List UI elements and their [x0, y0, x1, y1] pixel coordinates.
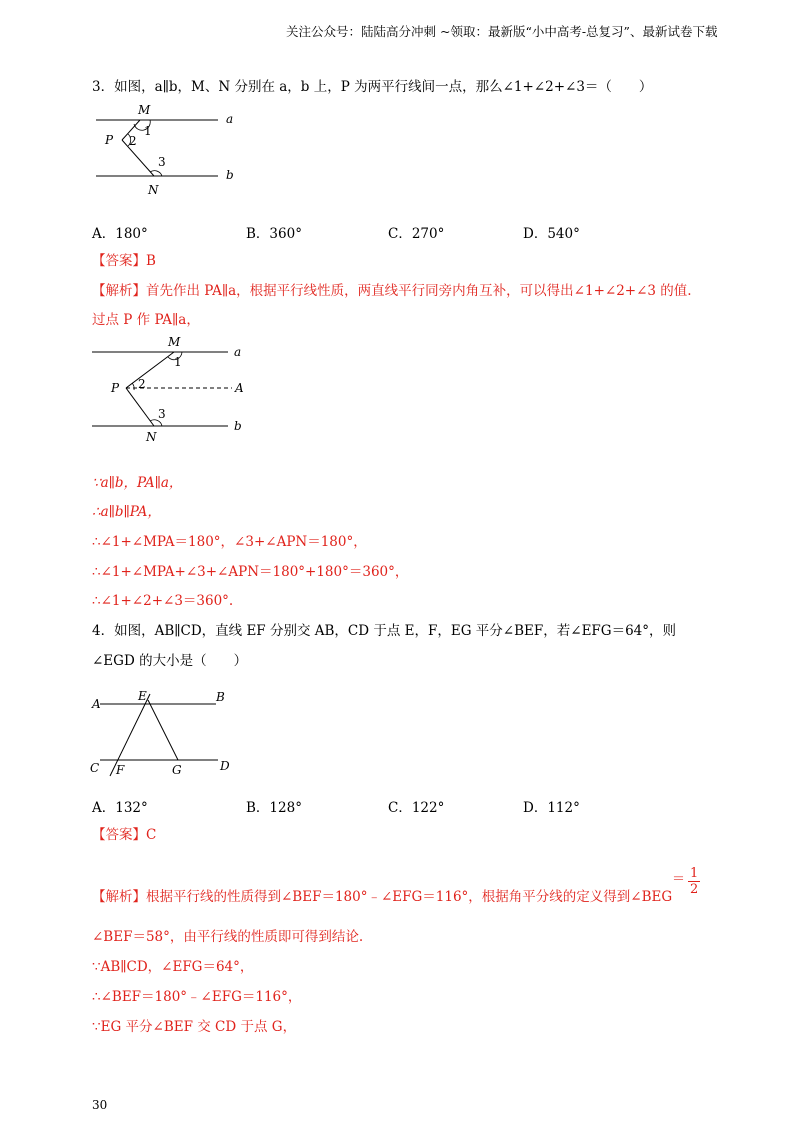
label-G: G	[172, 763, 182, 777]
fraction-denominator: 2	[690, 882, 699, 897]
q4-analysis-2: ∠BEF＝58°，由平行线的性质即可得到结论.	[92, 929, 364, 945]
label-A: A	[235, 381, 244, 395]
q4-option-a: A．132°	[92, 800, 148, 816]
angle-2-label: 2	[129, 134, 137, 148]
q4-step-2: ∴∠BEF＝180°﹣∠EFG＝116°，	[92, 989, 302, 1005]
label-a: a	[226, 112, 234, 126]
label-P: P	[111, 381, 120, 395]
label-M: M	[168, 335, 181, 349]
label-b: b	[226, 168, 234, 182]
q4-step-1: ∵AB∥CD，∠EFG＝64°，	[92, 959, 254, 975]
label-a: a	[234, 345, 242, 359]
q3-option-d: D．540°	[523, 226, 580, 242]
label-N: N	[146, 430, 157, 444]
q3-option-a: A．180°	[92, 226, 148, 242]
angle-3-label: 3	[158, 155, 166, 169]
label-M: M	[138, 103, 151, 117]
q4-option-d: D．112°	[523, 800, 580, 816]
label-A: A	[92, 697, 101, 711]
angle-1-label: 1	[174, 355, 182, 369]
q3-stem: 3．如图，a∥b，M、N 分别在 a，b 上，P 为两平行线间一点，那么∠1+∠2+∠3＝（ ）	[92, 79, 653, 95]
q4-figure	[88, 684, 248, 780]
label-B: B	[216, 690, 225, 704]
label-F: F	[116, 763, 125, 777]
q3-step-5: ∴∠1+∠2+∠3＝360°.	[92, 593, 234, 609]
angle-3-label: 3	[158, 407, 166, 421]
label-D: D	[220, 759, 230, 773]
angle-1-label: 1	[144, 124, 152, 138]
label-b: b	[234, 419, 242, 433]
q3-answer: 【答案】B	[92, 253, 156, 269]
label-E: E	[138, 689, 147, 703]
page-header: 关注公众号：陆陆高分冲刺 ~领取：最新版“小中高考-总复习”、最新试卷下载	[286, 24, 718, 39]
angle-2-label: 2	[138, 377, 146, 391]
q3-analysis-1: 【解析】首先作出 PA∥a，根据平行线性质，两直线平行同旁内角互补，可以得出∠1+∠2+∠3 的值.	[92, 283, 692, 299]
q3-step-4: ∴∠1+∠MPA+∠3+∠APN＝180°+180°＝360°，	[92, 564, 409, 580]
q3-option-b: B．360°	[246, 226, 302, 242]
label-N: N	[148, 183, 159, 197]
q3-option-c: C．270°	[388, 226, 445, 242]
fraction-numerator: 1	[690, 866, 699, 881]
q4-answer: 【答案】C	[92, 827, 157, 843]
q4-stem-2: ∠EGD 的大小是（ ）	[92, 653, 248, 669]
label-C: C	[90, 761, 100, 775]
q4-frac-equals: ＝	[672, 872, 686, 887]
q3-step-1: ∵a∥b，PA∥a，	[92, 475, 183, 491]
q4-step-3: ∵EG 平分∠BEF 交 CD 于点 G，	[92, 1019, 297, 1035]
q3-step-3: ∴∠1+∠MPA＝180°，∠3+∠APN＝180°，	[92, 534, 367, 550]
q3-step-2: ∴a∥b∥PA，	[92, 504, 161, 520]
label-P: P	[105, 133, 114, 147]
q4-stem-1: 4．如图，AB∥CD，直线 EF 分别交 AB，CD 于点 E，F，EG 平分∠BEF，若∠EFG＝64°，则	[92, 623, 676, 639]
page-number: 30	[92, 1098, 108, 1112]
q4-option-b: B．128°	[246, 800, 302, 816]
q3-analysis-figure	[88, 330, 258, 442]
q3-figure	[88, 100, 248, 197]
q4-option-c: C．122°	[388, 800, 445, 816]
q4-fraction-half	[688, 866, 700, 897]
q4-analysis-1: 【解析】根据平行线的性质得到∠BEF＝180°﹣∠EFG＝116°，根据角平分线的定义得到∠BEG	[92, 889, 673, 905]
q3-analysis-2: 过点 P 作 PA∥a，	[92, 312, 200, 328]
